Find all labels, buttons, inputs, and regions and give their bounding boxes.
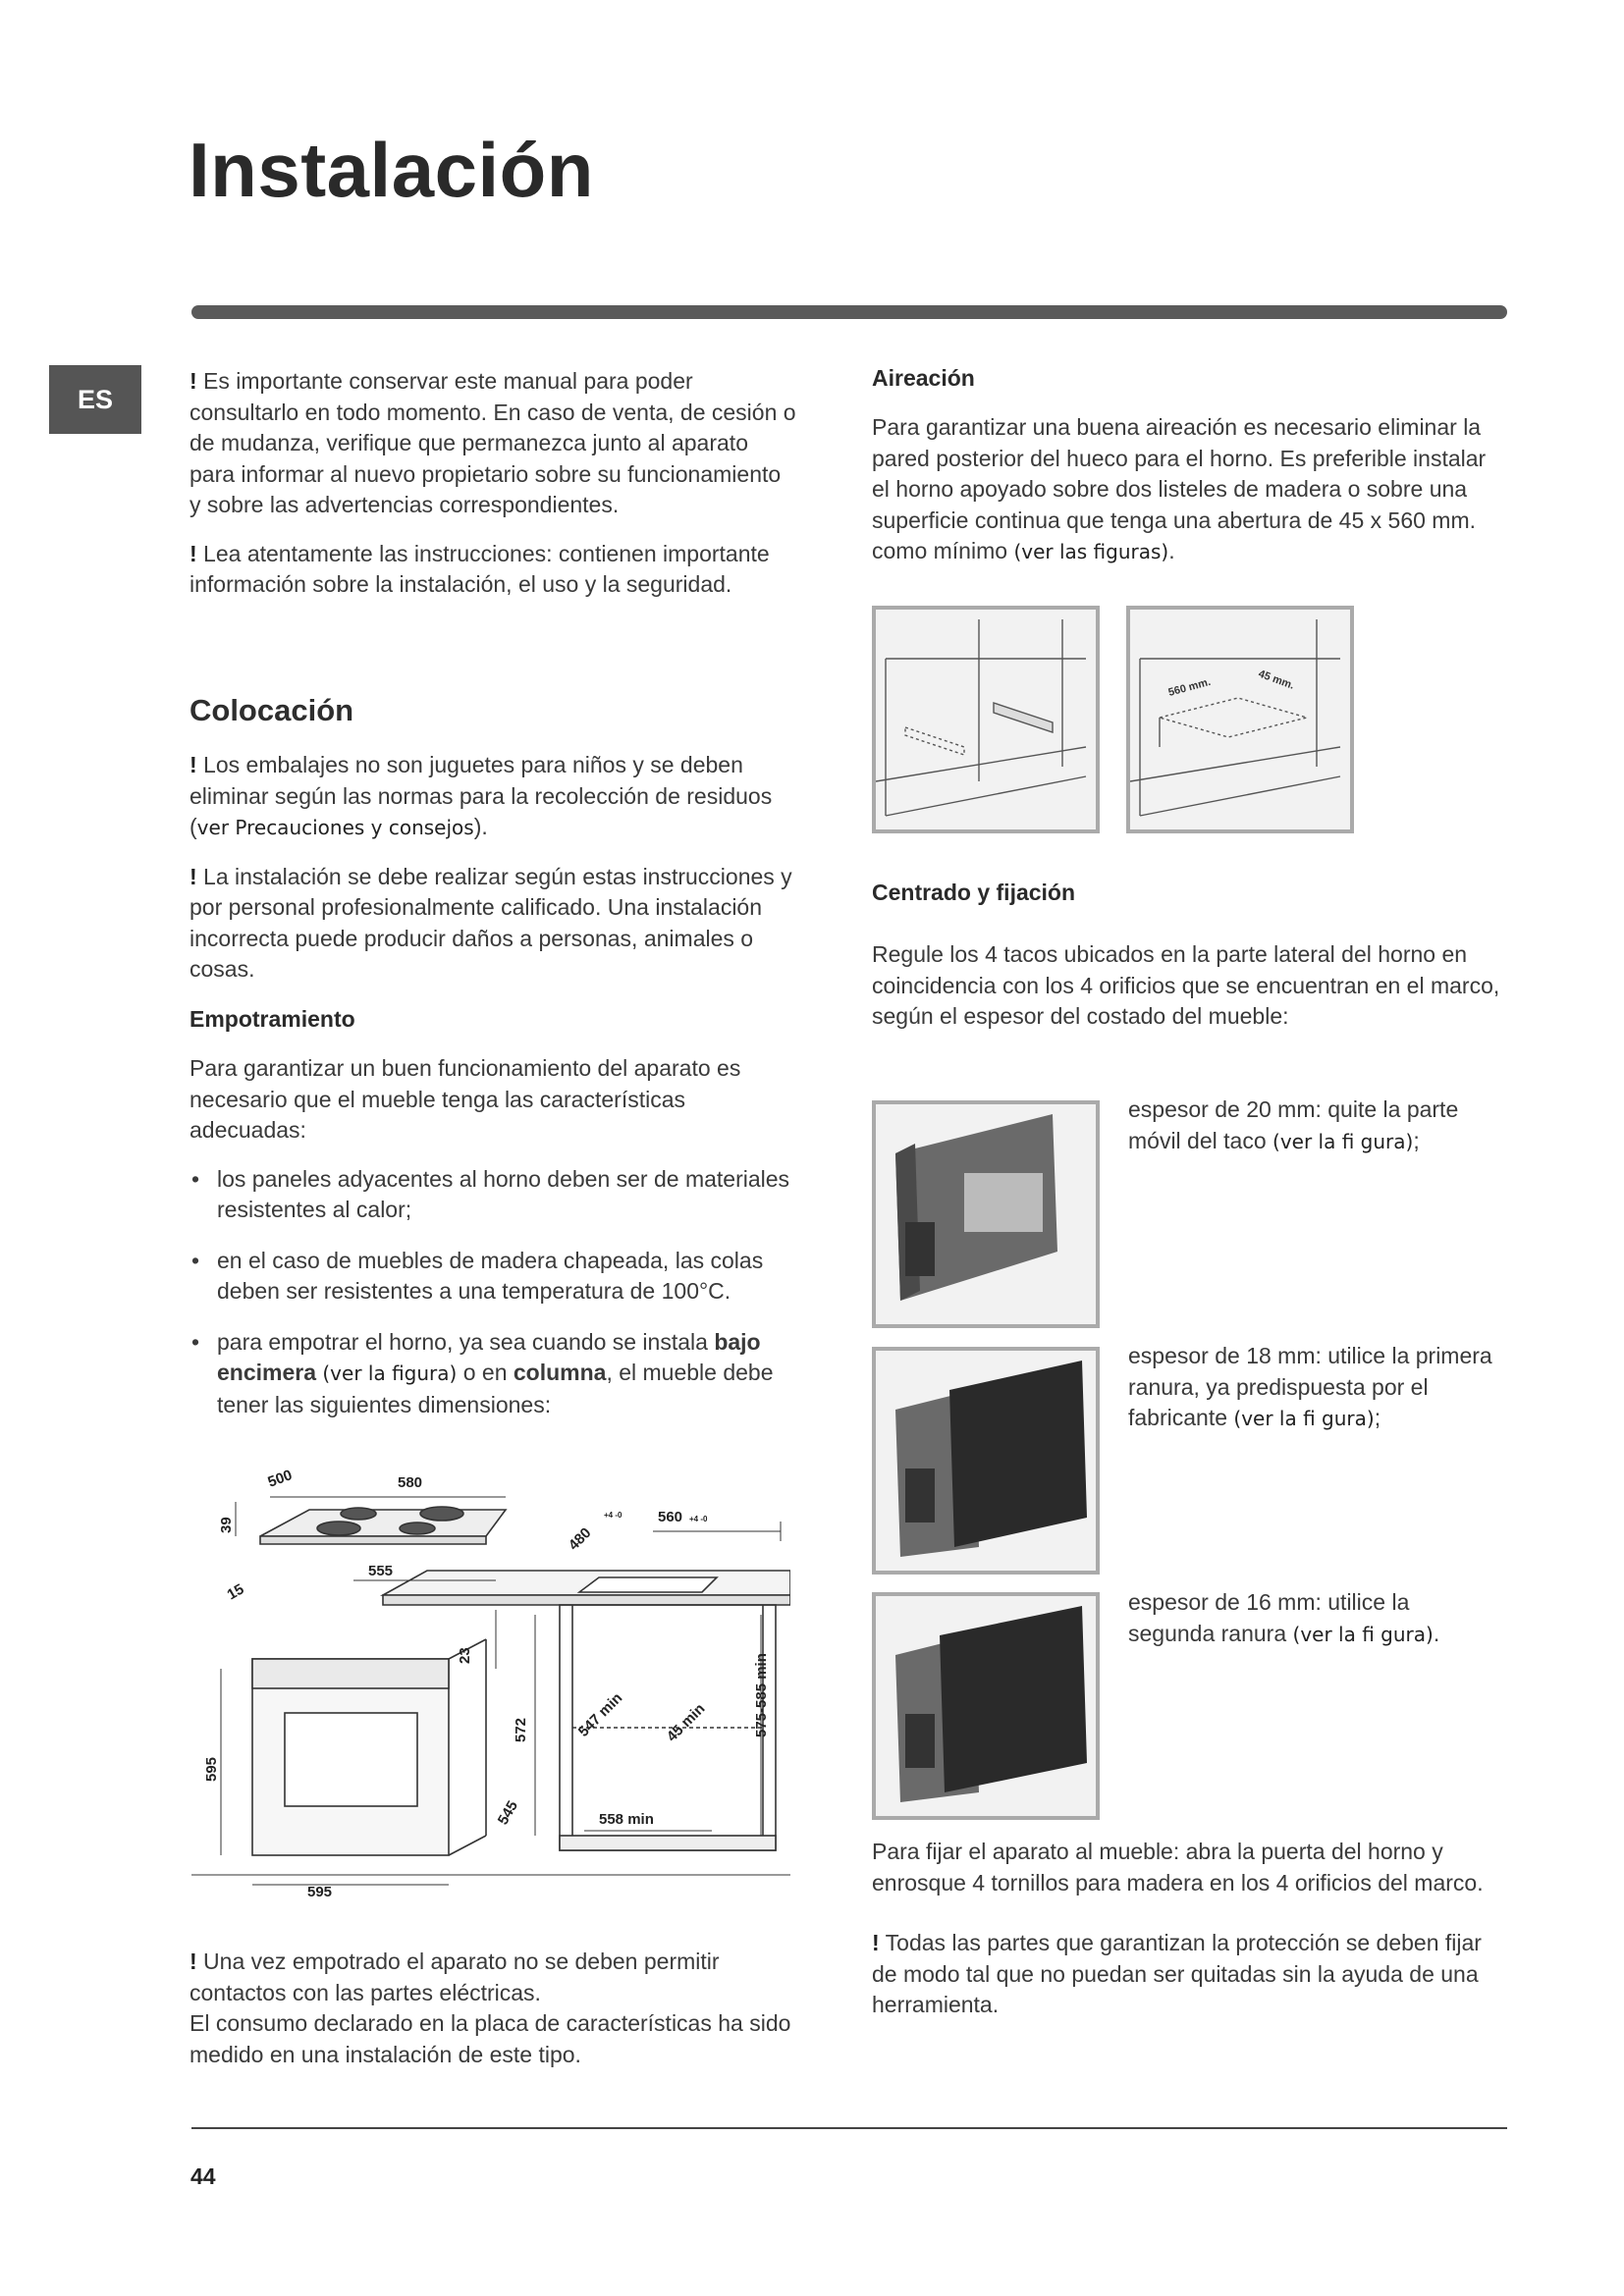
- bracket-item-16mm: espesor de 16 mm: utilice la segunda ranura (ver la fi gura).: [1128, 1589, 1440, 1646]
- dim-label: 575-585 min: [753, 1653, 770, 1737]
- dim-label: 15: [224, 1580, 247, 1604]
- dim-label: 547 min: [574, 1689, 626, 1740]
- dim-label: 595: [307, 1884, 333, 1900]
- bracket-figure-18mm: [872, 1347, 1100, 1575]
- dim-label: 555: [368, 1563, 394, 1579]
- dim-label: 23: [457, 1647, 473, 1664]
- dim-label: 572: [513, 1717, 529, 1742]
- page-number: 44: [190, 2163, 216, 2189]
- aireacion-paragraph: Para garantizar una buena aireación es necesario eliminar la pared posterior del hueco para el horno. Es preferible instalar el horno apoyado sobre dos listeles de madera o sobre una superficie continua que tenga una abertura de 45 x 560 mm. como mínimo (ver las figuras).: [872, 414, 1487, 563]
- aireacion-text: [872, 412, 1500, 586]
- fixing-paragraph: Para fijar el aparato al mueble: abra la puerta del horno y enrosque 4 tornillos para madera en los 4 orificios del marco.: [872, 1839, 1484, 1896]
- dim-label: 545: [494, 1797, 521, 1828]
- dim-label: 480: [565, 1524, 595, 1554]
- header-divider: [191, 305, 1507, 319]
- dim-label: 45 min: [663, 1700, 709, 1745]
- list-item: • en el caso de muebles de madera chapeada, las colas deben ser resistentes a una temperatura de 100°C.: [189, 1246, 798, 1308]
- list-item: • los paneles adyacentes al horno deben ser de materiales resistentes al calor;: [189, 1164, 798, 1226]
- colocacion-text: [189, 750, 798, 1003]
- bracket-item-20mm: espesor de 20 mm: quite la parte móvil del taco (ver la fi gura);: [1128, 1096, 1459, 1153]
- fixing-text: [872, 1837, 1500, 2039]
- colocacion-heading: Colocación: [189, 693, 354, 727]
- dim-label: 558 min: [599, 1811, 654, 1828]
- left-intro: [189, 366, 798, 618]
- fig-label: 45 mm.: [1256, 667, 1296, 692]
- dim-tolerance: +4 -0: [604, 1511, 623, 1520]
- bracket-figure-16mm: [872, 1592, 1100, 1820]
- dim-tolerance: +4 -0: [689, 1515, 708, 1523]
- ventilation-figure-2: [1126, 606, 1354, 833]
- protection-paragraph: ! Todas las partes que garantizan la protección se deben fijar de modo tal que no puedan ser quitadas sin la ayuda de una herramienta.: [872, 1930, 1482, 2017]
- bracket-item-18mm: espesor de 18 mm: utilice la primera ranura, ya predispuesta por el fabricante (ver la fi gura);: [1128, 1343, 1492, 1430]
- empotramiento-paragraph: Para garantizar un buen funcionamiento del aparato es necesario que el mueble tenga las características adecuadas:: [189, 1055, 741, 1143]
- dim-label: 560: [658, 1509, 683, 1525]
- centrado-heading: Centrado y fijación: [872, 880, 1076, 905]
- dim-label: 595: [203, 1756, 220, 1782]
- final-notes: [189, 1947, 798, 2070]
- language-tab: ES: [49, 365, 141, 434]
- page-title: Instalación: [189, 127, 594, 213]
- final-note-1: ! Una vez empotrado el aparato no se deben permitir contactos con las partes eléctricas.: [189, 1949, 720, 2005]
- dim-label: 39: [218, 1517, 235, 1533]
- footer-divider: [191, 2127, 1507, 2129]
- installation-dimensions-diagram: [191, 1443, 790, 1904]
- final-note-2: El consumo declarado en la placa de características ha sido medido en una instalación de este tipo.: [189, 2010, 791, 2067]
- aireacion-heading: Aireación: [872, 365, 975, 391]
- intro-paragraph-1: ! Es importante conservar este manual para poder consultarlo en todo momento. En caso de venta, de cesión o de mudanza, verifique que permanezca junto al aparato para informar al nuevo propietario sobre su funcionamiento y sobre las advertencias correspondientes.: [189, 368, 796, 517]
- fig-label: 560 mm.: [1166, 675, 1213, 699]
- centrado-paragraph: Regule los 4 tacos ubicados en la parte lateral del horno en coincidencia con los 4 orificios que se encuentran en el marco, según el espesor del costado del mueble:: [872, 941, 1500, 1029]
- colocacion-paragraph-1: ! Los embalajes no son juguetes para niños y se deben eliminar según las normas para la recolección de residuos (ver Precauciones y consejos).: [189, 752, 773, 839]
- empotramiento-list: [189, 1164, 798, 1421]
- empotramiento-heading: Empotramiento: [189, 1006, 355, 1032]
- dim-label: 580: [398, 1474, 423, 1491]
- intro-paragraph-2: ! Lea atentamente las instrucciones: contienen importante información sobre la instalación, el uso y la seguridad.: [189, 540, 770, 597]
- centrado-text: [872, 939, 1500, 1050]
- empotramiento-text: [189, 1053, 798, 1440]
- ventilation-figure-1: [872, 606, 1100, 833]
- bracket-figure-20mm: [872, 1100, 1100, 1328]
- dim-label: 500: [265, 1467, 295, 1491]
- colocacion-paragraph-2: ! La instalación se debe realizar según estas instrucciones y por personal profesionalmente calificado. Una instalación incorrecta puede producir daños a personas, animales o cosas.: [189, 863, 792, 982]
- list-item: • para empotrar el horno, ya sea cuando se instala bajo encimera (ver la figura) o en columna, el mueble debe tener las siguientes dimensiones:: [189, 1327, 798, 1421]
